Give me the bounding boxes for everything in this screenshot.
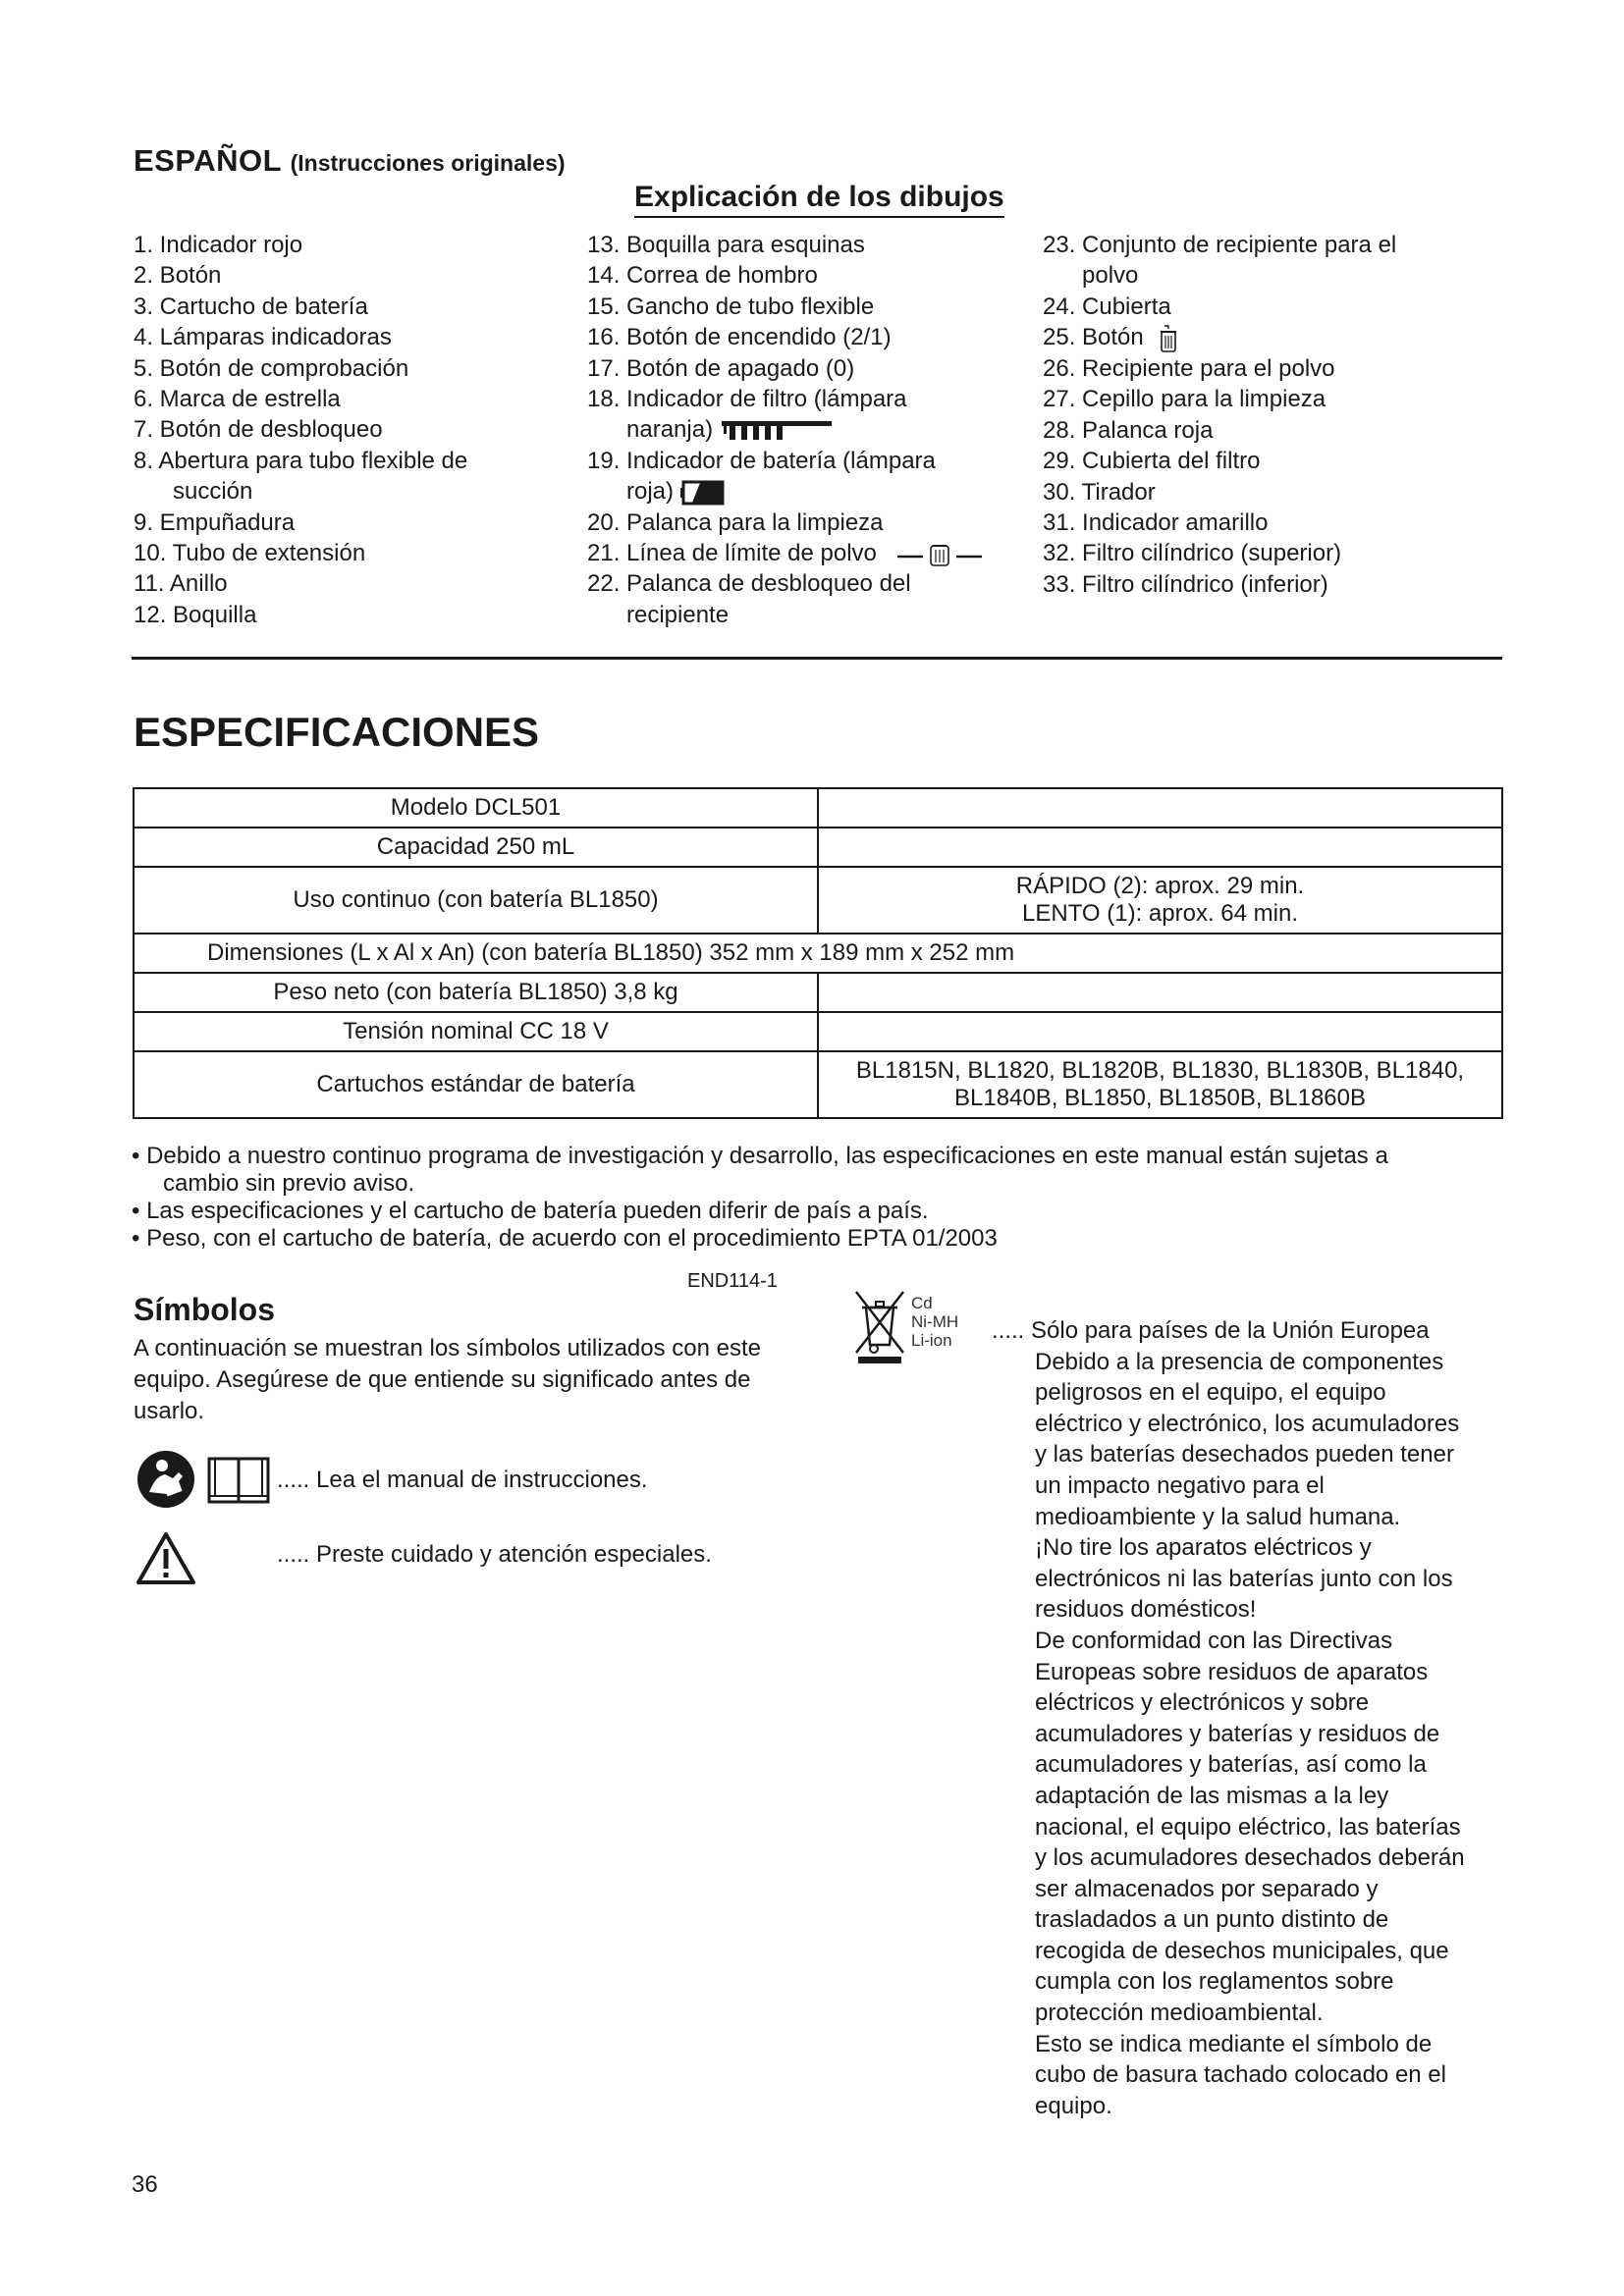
legend-item-continuation: succión xyxy=(173,478,253,506)
spec-label: Tensión nominal CC 18 V xyxy=(134,1012,818,1051)
spec-value-line: RÁPIDO (2): aprox. 29 min. xyxy=(1015,873,1305,899)
legend-item: 27. Cepillo para la limpieza xyxy=(1043,386,1326,413)
legend-item: 2. Botón xyxy=(134,262,222,290)
note-line: • Peso, con el cartucho de batería, de acuerdo con el procedimiento EPTA 01/2003 xyxy=(132,1225,998,1252)
table-row xyxy=(134,934,1502,973)
legend-item: 7. Botón de desbloqueo xyxy=(134,416,383,444)
language-note: (Instrucciones originales) xyxy=(290,150,566,176)
spec-value xyxy=(818,1012,1502,1051)
weee-line: Debido a la presencia de componentes xyxy=(1035,1348,1444,1375)
legend-item: 19. Indicador de batería (lámpara xyxy=(587,447,936,474)
page-number: 36 xyxy=(132,2171,158,2198)
legend-item: 13. Boquilla para esquinas xyxy=(587,232,865,258)
weee-line: equipo. xyxy=(1035,2092,1112,2119)
legend-item: 15. Gancho de tubo flexible xyxy=(587,293,875,320)
legend-item: 23. Conjunto de recipiente para el xyxy=(1043,232,1397,258)
legend-item: 29. Cubierta del filtro xyxy=(1043,448,1261,475)
weee-line: De conformidad con las Directivas xyxy=(1035,1627,1393,1654)
spec-value xyxy=(818,828,1502,867)
table-row xyxy=(134,867,1502,934)
legend-item-text: roja) xyxy=(626,478,675,506)
spec-value-line: BL1815N, BL1820, BL1820B, BL1830, BL1830B, BL1840, xyxy=(855,1057,1465,1084)
spec-value xyxy=(818,1051,1502,1118)
legend-item xyxy=(587,538,982,568)
spec-notes xyxy=(132,1143,1506,1253)
table-row xyxy=(134,788,1502,828)
weee-line: acumuladores y baterías, así como la xyxy=(1035,1751,1427,1779)
legend-item: 17. Botón de apagado (0) xyxy=(587,354,855,382)
explanation-title: Explicación de los dibujos xyxy=(634,181,1004,218)
spec-label: Dimensiones (L x Al x An) (con batería BL1850) 352 mm x 189 mm x 252 mm xyxy=(134,934,1502,973)
table-row xyxy=(134,1051,1502,1118)
section-divider xyxy=(132,657,1502,660)
weee-line: un impacto negativo para el xyxy=(1035,1471,1325,1499)
language-heading xyxy=(134,143,566,179)
battery-label: Ni-MH xyxy=(911,1312,959,1331)
weee-line: nacional, el equipo eléctrico, las baterías xyxy=(1035,1813,1461,1841)
legend-item-text: 21. Línea de límite de polvo xyxy=(587,540,877,567)
legend-item: 30. Tirador xyxy=(1043,478,1156,506)
spec-value xyxy=(818,973,1502,1012)
document-code: END114-1 xyxy=(687,1270,778,1292)
legend-item-continuation: recipiente xyxy=(626,601,730,628)
note-line-continuation: cambio sin previo aviso. xyxy=(163,1170,415,1197)
legend-item xyxy=(1043,322,1396,353)
legend-item: 18. Indicador de filtro (lámpara xyxy=(587,386,907,413)
legend-item: 12. Boquilla xyxy=(134,601,257,628)
legend-item: 31. Indicador amarillo xyxy=(1043,508,1269,536)
weee-line: recogida de desechos municipales, que xyxy=(1035,1937,1449,1964)
battery-label: Cd xyxy=(911,1294,933,1312)
legend-column-3 xyxy=(1043,230,1396,600)
legend-item-text: 25. Botón xyxy=(1043,324,1144,351)
legend-column-1 xyxy=(134,230,467,630)
legend-item: 10. Tubo de extensión xyxy=(134,540,366,567)
legend-item: 24. Cubierta xyxy=(1043,293,1171,320)
legend-item-text: naranja) xyxy=(626,416,714,444)
spec-label: Cartuchos estándar de batería xyxy=(134,1051,818,1118)
weee-line: eléctricos y electrónicos y sobre xyxy=(1035,1689,1370,1717)
legend-item-continuation xyxy=(587,414,982,445)
weee-text xyxy=(992,1315,1512,2121)
spec-value-line: LENTO (1): aprox. 64 min. xyxy=(1022,900,1298,927)
manual-symbol-text: ..... Lea el manual de instrucciones. xyxy=(277,1467,648,1493)
legend-item: 32. Filtro cilíndrico (superior) xyxy=(1043,540,1342,567)
table-row xyxy=(134,1012,1502,1051)
legend-item: 1. Indicador rojo xyxy=(134,232,303,258)
legend-item: 11. Anillo xyxy=(134,570,228,598)
specifications-title: ESPECIFICACIONES xyxy=(134,709,540,755)
dust-bin-button-icon xyxy=(1158,324,1179,353)
weee-line: electrónicos ni las baterías junto con los xyxy=(1035,1565,1453,1592)
note-line: • Las especificaciones y el cartucho de batería pueden diferir de país a país. xyxy=(132,1198,929,1224)
weee-line: protección medioambiental. xyxy=(1035,2000,1324,2027)
weee-line: medioambiente y la salud humana. xyxy=(1035,1503,1401,1530)
table-row xyxy=(134,828,1502,867)
legend-item: 4. Lámparas indicadoras xyxy=(134,324,392,351)
weee-line: cumpla con los reglamentos sobre xyxy=(1035,1968,1394,1996)
spec-label: Modelo DCL501 xyxy=(134,788,818,828)
legend-item: 14. Correa de hombro xyxy=(587,262,818,290)
weee-line: y los acumuladores desechados deberán xyxy=(1035,1844,1465,1872)
legend-column-2 xyxy=(587,230,982,630)
caution-symbol-text: ..... Preste cuidado y atención especiales. xyxy=(277,1541,712,1568)
symbols-title: Símbolos xyxy=(134,1292,276,1327)
battery-label: Li-ion xyxy=(911,1331,952,1350)
spec-label: Uso continuo (con batería BL1850) xyxy=(134,867,818,934)
legend-item-continuation xyxy=(587,476,982,507)
language-label: ESPAÑOL xyxy=(134,143,282,178)
weee-line: ser almacenados por separado y xyxy=(1035,1875,1379,1902)
weee-line: peligrosos en el equipo, el equipo xyxy=(1035,1379,1386,1407)
note-line: • Debido a nuestro continuo programa de investigación y desarrollo, las especificaciones en este manual están sujetas a xyxy=(132,1143,1388,1169)
weee-line: residuos domésticos! xyxy=(1035,1596,1257,1624)
weee-line: cubo de basura tachado colocado en el xyxy=(1035,2061,1446,2089)
legend-item: 28. Palanca roja xyxy=(1043,416,1214,444)
legend-item: 8. Abertura para tubo flexible de xyxy=(134,447,468,474)
read-manual-icon xyxy=(135,1449,196,1510)
legend-item: 33. Filtro cilíndrico (inferior) xyxy=(1043,570,1328,598)
legend-item: 16. Botón de encendido (2/1) xyxy=(587,324,892,351)
legend-item: 5. Botón de comprobación xyxy=(134,354,409,382)
legend-item: 26. Recipiente para el polvo xyxy=(1043,354,1335,382)
spec-label: Peso neto (con batería BL1850) 3,8 kg xyxy=(134,973,818,1012)
legend-item: 20. Palanca para la limpieza xyxy=(587,508,884,536)
battery-indicator-icon xyxy=(680,479,731,507)
legend-item: 9. Empuñadura xyxy=(134,508,296,536)
manual-book-icon xyxy=(206,1453,271,1506)
spec-value xyxy=(818,867,1502,934)
weee-lead: ..... Sólo para países de la Unión Europea xyxy=(992,1317,1430,1344)
filter-indicator-icon xyxy=(720,417,836,445)
weee-line: Esto se indica mediante el símbolo de xyxy=(1035,2030,1433,2057)
dust-limit-line-icon xyxy=(897,541,982,568)
legend-item: 6. Marca de estrella xyxy=(134,386,341,413)
legend-item: 22. Palanca de desbloqueo del xyxy=(587,570,911,598)
table-row xyxy=(134,973,1502,1012)
symbols-description: A continuación se muestran los símbolos utilizados con este equipo. Asegúrese de que entiende su significado antes de usarlo. xyxy=(134,1335,762,1424)
spec-label: Capacidad 250 mL xyxy=(134,828,818,867)
spec-value xyxy=(818,788,1502,828)
weee-line: eléctrico y electrónico, los acumuladores xyxy=(1035,1410,1460,1437)
weee-line: Europeas sobre residuos de aparatos xyxy=(1035,1658,1429,1685)
specifications-table xyxy=(133,787,1503,1119)
legend-item: 3. Cartucho de batería xyxy=(134,293,368,320)
weee-line: ¡No tire los aparatos eléctricos y xyxy=(1035,1534,1372,1562)
legend-item-continuation: polvo xyxy=(1082,262,1139,290)
spec-value-line: BL1840B, BL1850, BL1850B, BL1860B xyxy=(953,1085,1366,1111)
weee-line: y las baterías desechados pueden tener xyxy=(1035,1441,1454,1468)
weee-line: acumuladores y baterías y residuos de xyxy=(1035,1720,1440,1747)
weee-line: adaptación de las mismas a la ley xyxy=(1035,1782,1389,1809)
weee-line: trasladados a un punto distinto de xyxy=(1035,1906,1389,1934)
battery-chemistry-labels xyxy=(911,1294,958,1350)
crossed-bin-icon xyxy=(852,1288,907,1366)
warning-triangle-icon xyxy=(135,1531,196,1586)
